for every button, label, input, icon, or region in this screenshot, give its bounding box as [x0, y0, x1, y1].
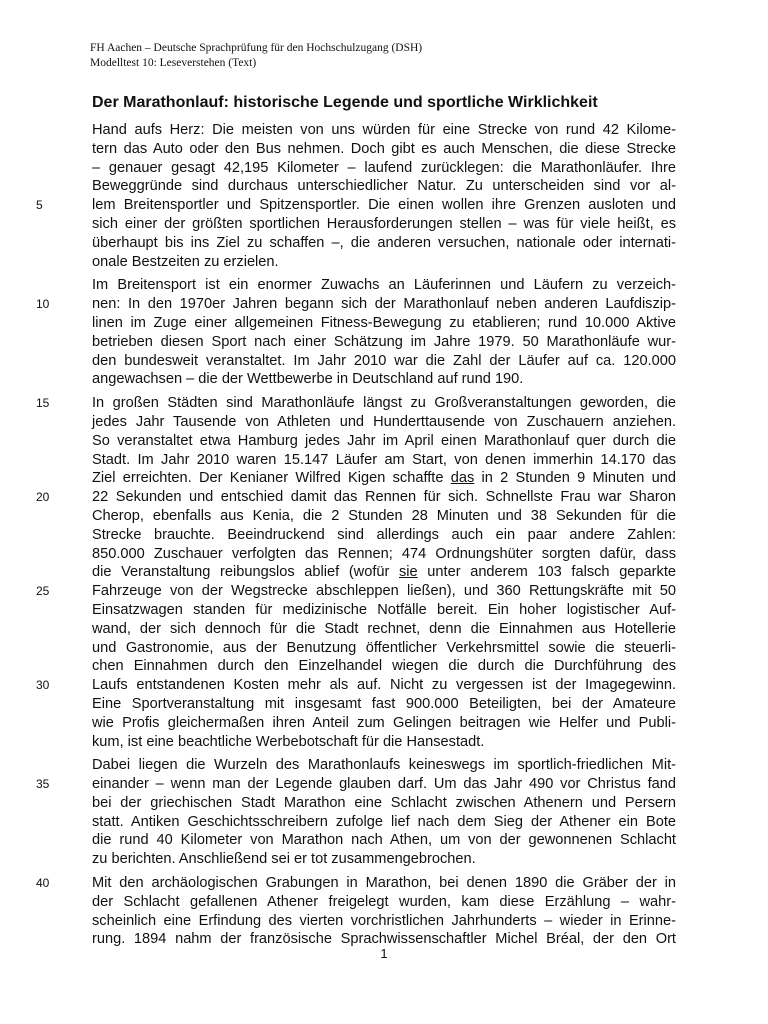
line-number: 10 — [36, 297, 50, 312]
text-line: zu berichten. Anschließend sei er tot zusammengebrochen. — [92, 851, 476, 868]
text-line-content: in 2 Stunden 9 Minuten und — [474, 470, 676, 487]
text-line: linen im Zuge einer allgemeinen Fitness-Bewegung zu etablieren; rund 10.000 Aktive — [92, 314, 676, 331]
text-line — [36, 582, 676, 601]
text-line-content: Fahrzeuge von der Wegstrecke abschleppen ließen), und 360 Rettungskräfte mit 50 — [92, 583, 676, 600]
text-line-content: lem Breitensportler und Spitzensportler. Die einen wollen ihre Grenzen ausloten und — [92, 197, 676, 214]
text-line — [36, 676, 676, 695]
text-line: Eine Sportveranstaltung mit insgesamt fast 900.000 Beteiligten, bei der Amateure — [92, 695, 676, 712]
text-line: sich einer der größten sportlichen Herausforderungen stellen – was für viele heißt, es — [92, 215, 676, 232]
text-line: Strecke brauchte. Beeindruckend sind allerdings auch ein paar andere Zahlen: — [92, 526, 676, 543]
line-number: 40 — [36, 876, 50, 891]
text-line: kum, ist eine beachtliche Werbebotschaft für die Hansestadt. — [92, 733, 485, 750]
text-line: So veranstaltet etwa Hamburg jedes Jahr im April einen Marathonlauf quer durch die — [92, 432, 676, 449]
text-line — [36, 295, 676, 314]
text-line: – genauer gesagt 42,195 Kilometer – laufend zurücklegen: die Marathonläufer. Ihre — [92, 159, 676, 176]
text-line: und Gastronomie, aus der Benutzung öffentlicher Verkehrsmittel sowie die steuerli- — [92, 639, 676, 656]
article-title: Der Marathonlauf: historische Legende und sportliche Wirklichkeit — [92, 94, 598, 111]
text-line: überhaupt bis ins Ziel zu schaffen –, die anderen versuchen, nationale oder internati- — [92, 234, 676, 251]
text-line: wand, der sich dennoch für die Stadt rechnet, denn die Einnahmen aus Hotellerie — [92, 620, 676, 637]
text-line-content: In großen Städten sind Marathonläufe längst zu Großveranstaltungen geworden, die — [92, 395, 676, 412]
text-line-content: 22 Sekunden und entschied damit das Rennen für sich. Schnellste Frau war Sharon — [92, 489, 676, 506]
text-line: scheinlich eine Erfindung des vierten vorchristlichen Jahrhunderts – wieder in Erinne- — [92, 912, 676, 929]
text-line-content: Laufs entstandenen Kosten mehr als auf. Nicht zu vergessen ist der Imagegewinn. — [92, 677, 676, 694]
text-line — [36, 874, 676, 893]
line-number: 30 — [36, 678, 50, 693]
line-number: 25 — [36, 584, 50, 599]
text-line-content: unter anderem 103 falsch geparkte — [417, 564, 676, 581]
text-line: Hand aufs Herz: Die meisten von uns würden für eine Strecke von rund 42 Kilome- — [92, 122, 676, 138]
text-line: Einsatzwagen standen für medizinische Notfälle bereit. Ein hoher logistischer Auf- — [92, 601, 676, 618]
text-line: wie Profis gleichermaßen ihren Anteil zum Gelingen beitragen wie Helfer und Publi- — [92, 714, 676, 731]
text-line — [36, 394, 676, 413]
line-number: 5 — [36, 198, 43, 213]
text-line: den bundesweit veranstaltet. Im Jahr 2010 war die Zahl der Läufer auf ca. 120.000 — [92, 352, 676, 369]
text-line: rung. 1894 nahm der französische Sprachwissenschaftler Michel Bréal, der den Ort — [92, 931, 676, 948]
line-number: 15 — [36, 396, 50, 411]
text-line: der Schlacht gefallenen Athener freigelegt wurden, kam diese Erzählung – wahr- — [92, 893, 676, 910]
text-line: 850.000 Zuschauer verfolgten das Rennen; 474 Ordnungshüter sorgten dafür, dass — [92, 545, 676, 562]
text-line: tern das Auto oder den Bus nehmen. Doch gibt es auch Menschen, die diese Strecke — [92, 140, 676, 157]
text-line — [36, 488, 676, 507]
text-line-content: Mit den archäologischen Grabungen in Marathon, bei denen 1890 die Gräber der in — [92, 875, 676, 892]
line-number: 35 — [36, 777, 50, 792]
text-line: bei der griechischen Stadt Marathon eine Schlacht zwischen Athenern und Persern — [92, 794, 676, 811]
line-number: 20 — [36, 490, 50, 505]
text-line — [92, 469, 676, 488]
document-header — [90, 41, 422, 71]
text-line: jedes Jahr Tausende von Athleten und Hunderttausende von Zuschauern anziehen. — [92, 413, 676, 430]
article-body — [36, 121, 676, 949]
text-line-content: die Veranstaltung reibungslos ablief (wofür — [92, 564, 399, 581]
text-line — [36, 196, 676, 215]
text-line: die rund 40 Kilometer von Marathon nach Athen, um von der gewonnenen Schlacht — [92, 832, 676, 849]
text-line: angewachsen – die der Wettbewerbe in Deutschland auf rund 190. — [92, 371, 524, 388]
underlined-word: das — [450, 470, 475, 487]
text-line: chen Einnahmen durch den Einzelhandel wiegen die durch die Durchführung des — [92, 658, 676, 675]
text-line: Cherop, ebenfalls aus Kenia, die 2 Stunden 28 Minuten und 38 Sekunden für die — [92, 507, 676, 524]
text-line — [36, 775, 676, 794]
underlined-word: sie — [399, 564, 418, 581]
text-line-content: einander – wenn man der Legende glauben darf. Um das Jahr 490 vor Christus fand — [92, 776, 676, 793]
text-line: betrieben diesen Sport nach einer Schätzung im Jahre 1979. 50 Marathonläufe wur- — [92, 333, 676, 350]
text-line: Dabei liegen die Wurzeln des Marathonlaufs keineswegs im sportlich-friedlichen Mit- — [92, 757, 676, 774]
header-line-1: FH Aachen – Deutsche Sprachprüfung für den Hochschulzugang (DSH) — [90, 42, 423, 54]
text-line-content: nen: In den 1970er Jahren begann sich der Marathonlauf neben anderen Laufdiszip- — [92, 296, 676, 313]
text-line: onale Bestzeiten zu erzielen. — [92, 253, 279, 270]
page-number: 1 — [380, 946, 388, 961]
header-line-2: Modelltest 10: Leseverstehen (Text) — [90, 57, 257, 69]
text-line: Im Breitensport ist ein enormer Zuwachs an Läuferinnen und Läufern zu verzeich- — [92, 277, 676, 294]
text-line: Beweggründe sind durchaus unterschiedlicher Natur. Zu unterscheiden sind vor al- — [92, 178, 676, 195]
text-line: statt. Antiken Geschichtsschreibern zufolge lief nach dem Sieg der Athener ein Bote — [92, 813, 676, 830]
text-line: Stadt. Im Jahr 2010 waren 15.147 Läufer am Start, von denen immerhin 14.170 das — [92, 451, 676, 468]
text-line — [92, 563, 676, 582]
text-line-content: Ziel erreichten. Der Kenianer Wilfred Kigen schaffte — [92, 470, 451, 487]
